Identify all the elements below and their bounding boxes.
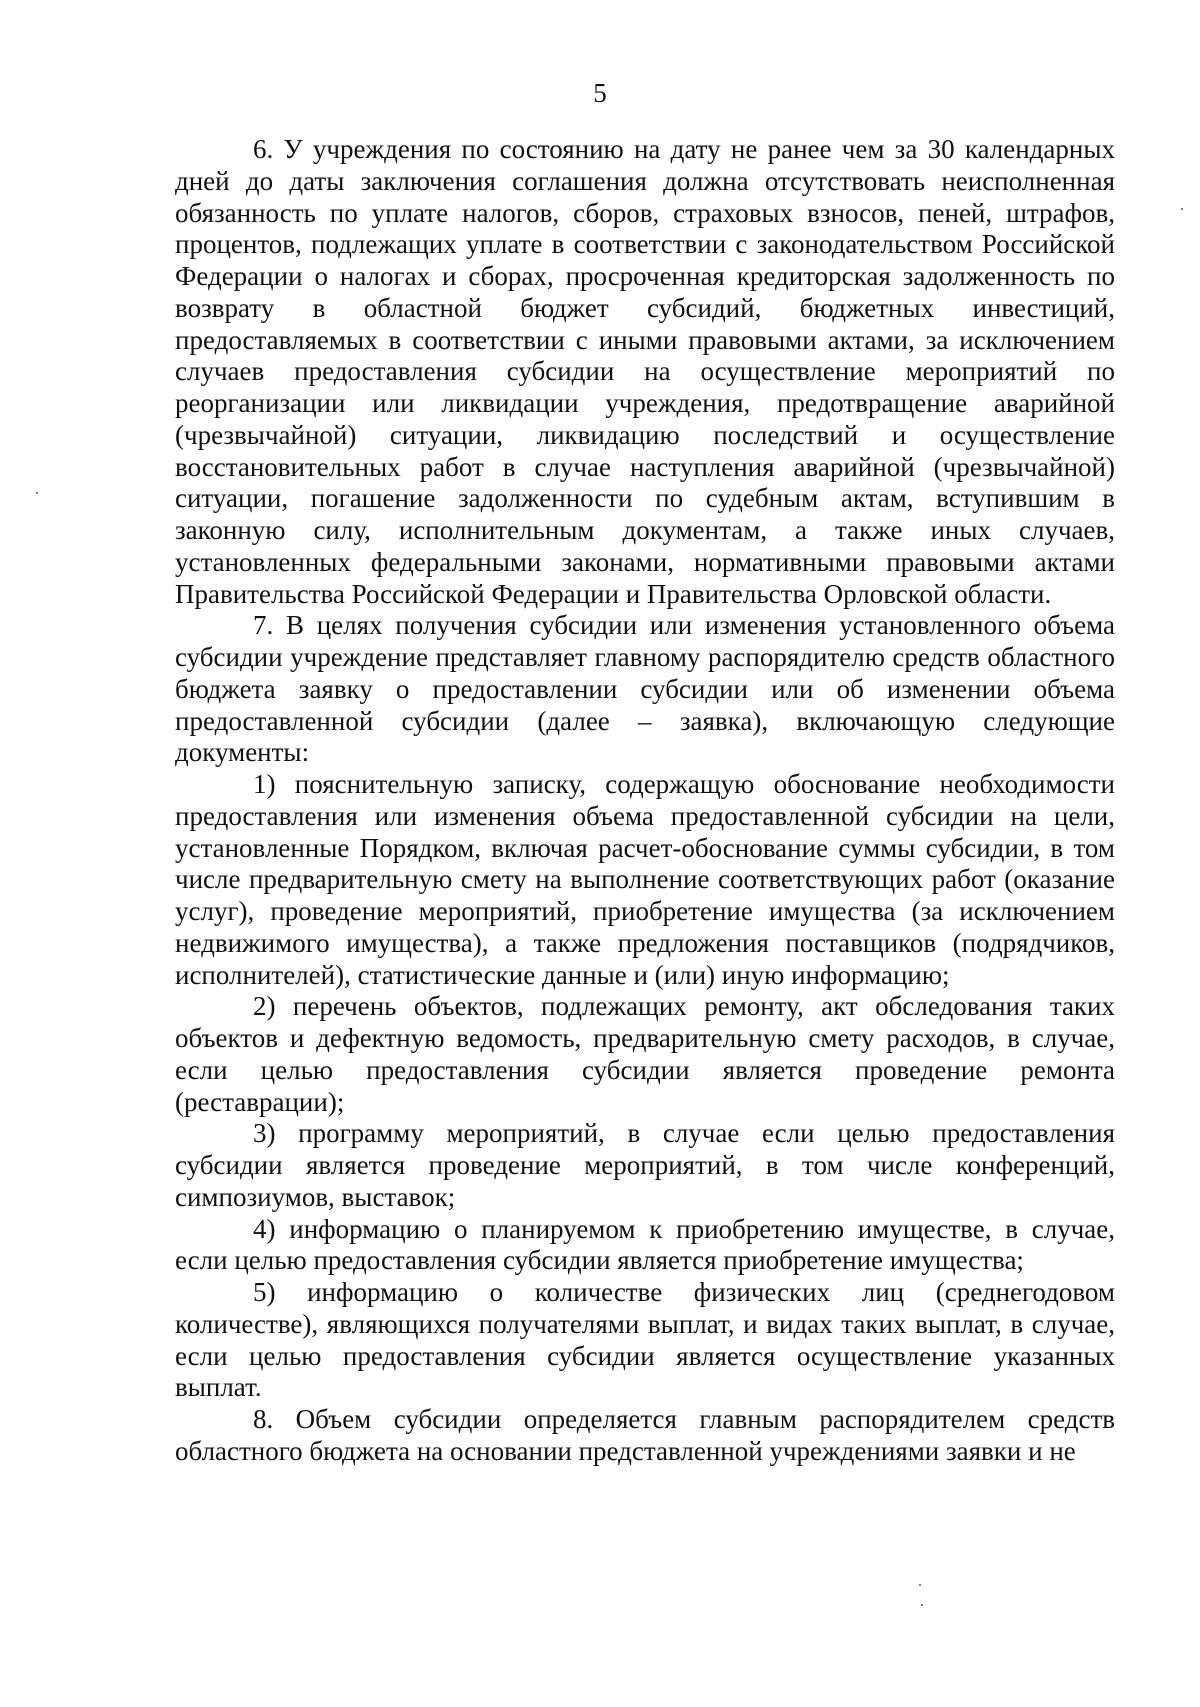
list-item-5: 5) информацию о количестве физических лиц (среднегодовом количестве), являющихся получателями выплат, и видах таких выплат, в случае, если целью предоставления субсидии является осуществление указанных выплат. [175, 1277, 1115, 1403]
paragraph-8: 8. Объем субсидии определяется главным распорядителем средств областного бюджета на основании представленной учреждениями заявки и не [175, 1404, 1115, 1466]
paragraph-6: 6. У учреждения по состоянию на дату не ранее чем за 30 календарных дней до даты заключения соглашения должна отсутствовать неисполненная обязанность по уплате налогов, сборов, страховых взносов, пеней, штрафов, процентов, подлежащих уплате в соответствии с законодательством Российской Федерации о налогах и сборах, просроченная кредиторская задолженность по возврату в областной бюджет субсидий, бюджетных инвестиций, предоставляемых в соответствии с иными правовыми актами, за исключением случаев предоставления субсидии на осуществление мероприятий по реорганизации или ликвидации учреждения, предотвращение аварийной (чрезвычайной) ситуации, ликвидацию последствий и осуществление восстановительных работ в случае наступления аварийной (чрезвычайной) ситуации, погашение задолженности по судебным актам, вступившим в законную силу, исполнительным документам, а также иных случаев, установленных федеральными законами, нормативными правовыми актами Правительства Российской Федерации и Правительства Орловской области. [175, 134, 1115, 609]
scan-speck [921, 1604, 923, 1606]
list-item-3: 3) программу мероприятий, в случае если целью предоставления субсидии является проведение мероприятий, в том числе конференций, симпозиумов, выставок; [175, 1118, 1115, 1212]
scan-speck [919, 1584, 921, 1586]
scan-speck [36, 492, 38, 494]
list-item-2: 2) перечень объектов, подлежащих ремонту, акт обследования таких объектов и дефектную ведомость, предварительную смету расходов, в случае, если целью предоставления субсидии является проведение ремонта (реставрации); [175, 991, 1115, 1117]
page-number: 5 [593, 78, 607, 108]
paragraph-7: 7. В целях получения субсидии или изменения установленного объема субсидии учреждение представляет главному распорядителю средств областного бюджета заявку о предоставлении субсидии или об изменении объема предоставленной субсидии (далее – заявка), включающую следующие документы: [175, 610, 1115, 768]
scan-speck [1181, 208, 1183, 210]
list-item-4: 4) информацию о планируемом к приобретению имуществе, в случае, если целью предоставления субсидии является приобретение имущества; [175, 1213, 1115, 1276]
list-item-1: 1) пояснительную записку, содержащую обоснование необходимости предоставления или изменения объема предоставленной субсидии на цели, установленные Порядком, включая расчет-обоснование суммы субсидии, в том числе предварительную смету на выполнение соответствующих работ (оказание услуг), проведение мероприятий, приобретение имущества (за исключением недвижимого имущества), а также предложения поставщиков (подрядчиков, исполнителей), статистические данные и (или) иную информацию; [175, 769, 1115, 990]
document-body [175, 134, 1115, 1468]
